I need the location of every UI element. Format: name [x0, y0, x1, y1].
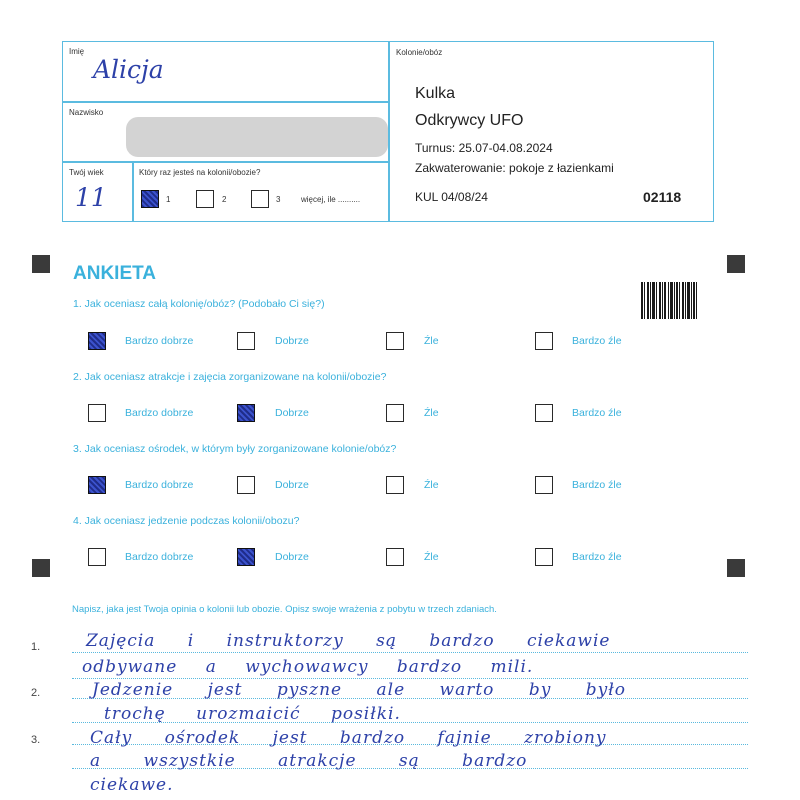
ktory-raz-option-2: 2 [222, 195, 227, 204]
q1-checkbox-dobrze[interactable] [237, 332, 255, 350]
writing-line-1a [72, 652, 748, 653]
q3-checkbox-dobrze[interactable] [237, 476, 255, 494]
ktory-raz-option-3: 3 [276, 195, 281, 204]
ktory-raz-checkbox-2[interactable] [196, 190, 214, 208]
ktory-raz-checkbox-3[interactable] [251, 190, 269, 208]
sentence-number-1: 1. [31, 641, 41, 653]
q1-option-zle: Źle [424, 335, 439, 347]
nazwisko-label: Nazwisko [69, 108, 104, 117]
q1-option-bardzo-dobrze: Bardzo dobrze [125, 335, 194, 347]
writing-line-1b [72, 678, 748, 679]
imie-label: Imię [69, 47, 85, 56]
q3-option-bardzo-dobrze: Bardzo dobrze [125, 479, 194, 491]
q1-option-dobrze: Dobrze [275, 335, 309, 347]
header-divider-2 [62, 161, 389, 163]
imie-value[interactable]: Alicja [93, 55, 164, 84]
handwritten-line-1[interactable]: Zajęcia i instruktorzy są bardzo ciekawie [86, 631, 611, 651]
header-divider-vertical [388, 41, 390, 222]
q3-checkbox-zle[interactable] [386, 476, 404, 494]
q3-option-bardzo-zle: Bardzo źle [572, 479, 622, 491]
q1-checkbox-bardzo-dobrze[interactable] [88, 332, 106, 350]
registration-mark-tr [727, 255, 745, 273]
q4-option-zle: Źle [424, 551, 439, 563]
q1-option-bardzo-zle: Bardzo źle [572, 335, 622, 347]
wiek-value[interactable]: 11 [75, 183, 107, 212]
sentence-number-2: 2. [31, 687, 41, 699]
q2-option-zle: Źle [424, 407, 439, 419]
q2-checkbox-dobrze[interactable] [237, 404, 255, 422]
kolonie-zakwaterowanie: Zakwaterowanie: pokoje z łazienkami [415, 161, 614, 175]
question-2: 2. Jak oceniasz atrakcje i zajęcia zorganizowane na kolonii/obozie? [73, 371, 387, 383]
handwritten-line-3[interactable]: Jedzenie jest pyszne ale warto by było [92, 680, 626, 700]
barcode-icon [641, 282, 697, 319]
q2-option-dobrze: Dobrze [275, 407, 309, 419]
ktory-raz-checkbox-1[interactable] [141, 190, 159, 208]
ktory-raz-label: Który raz jesteś na kolonii/obozie? [139, 168, 261, 177]
q1-checkbox-bardzo-zle[interactable] [535, 332, 553, 350]
sentence-number-3: 3. [31, 734, 41, 746]
wiek-label: Twój wiek [69, 168, 104, 177]
header-divider-age [132, 161, 134, 222]
kolonie-program: Odkrywcy UFO [415, 112, 524, 129]
q4-checkbox-bardzo-zle[interactable] [535, 548, 553, 566]
registration-mark-tl [32, 255, 50, 273]
wiecej-label: więcej, ile .......... [301, 195, 361, 204]
q2-option-bardzo-dobrze: Bardzo dobrze [125, 407, 194, 419]
q2-checkbox-bardzo-zle[interactable] [535, 404, 553, 422]
q2-option-bardzo-zle: Bardzo źle [572, 407, 622, 419]
q3-checkbox-bardzo-zle[interactable] [535, 476, 553, 494]
ktory-raz-option-1: 1 [166, 195, 171, 204]
handwritten-line-4[interactable]: trochę urozmaicić posiłki. [104, 704, 401, 724]
kolonie-name: Kulka [415, 85, 456, 102]
q3-checkbox-bardzo-dobrze[interactable] [88, 476, 106, 494]
q4-option-bardzo-dobrze: Bardzo dobrze [125, 551, 194, 563]
q4-option-bardzo-zle: Bardzo źle [572, 551, 622, 563]
q3-option-dobrze: Dobrze [275, 479, 309, 491]
question-1: 1. Jak oceniasz całą kolonię/obóz? (Podobało Ci się?) [73, 298, 325, 310]
q2-checkbox-zle[interactable] [386, 404, 404, 422]
opinion-prompt: Napisz, jaka jest Twoja opinia o kolonii lub obozie. Opisz swoje wrażenia z pobytu w trzech zdaniach. [72, 604, 497, 615]
doc-number: 02118 [643, 189, 682, 205]
handwritten-line-7[interactable]: ciekawe. [90, 775, 174, 795]
nazwisko-redacted [126, 117, 388, 157]
question-4: 4. Jak oceniasz jedzenie podczas kolonii/obozu? [73, 515, 300, 527]
q3-option-zle: Źle [424, 479, 439, 491]
q4-option-dobrze: Dobrze [275, 551, 309, 563]
header-divider-1 [62, 101, 389, 103]
handwritten-line-2[interactable]: odbywane a wychowawcy bardzo mili. [82, 657, 534, 677]
kul-code: KUL 04/08/24 [415, 190, 488, 204]
handwritten-line-5[interactable]: Cały ośrodek jest bardzo fajnie zrobiony [90, 728, 607, 748]
q1-checkbox-zle[interactable] [386, 332, 404, 350]
q4-checkbox-zle[interactable] [386, 548, 404, 566]
handwritten-line-6[interactable]: a wszystkie atrakcje są bardzo [90, 751, 528, 771]
registration-mark-bl [32, 559, 50, 577]
kolonie-turnus: Turnus: 25.07-04.08.2024 [415, 141, 553, 155]
q4-checkbox-bardzo-dobrze[interactable] [88, 548, 106, 566]
q4-checkbox-dobrze[interactable] [237, 548, 255, 566]
q2-checkbox-bardzo-dobrze[interactable] [88, 404, 106, 422]
kolonie-label: Kolonie/obóz [396, 48, 443, 57]
registration-mark-br [727, 559, 745, 577]
survey-title: ANKIETA [73, 263, 157, 284]
question-3: 3. Jak oceniasz ośrodek, w którym były zorganizowane kolonie/obóz? [73, 443, 397, 455]
